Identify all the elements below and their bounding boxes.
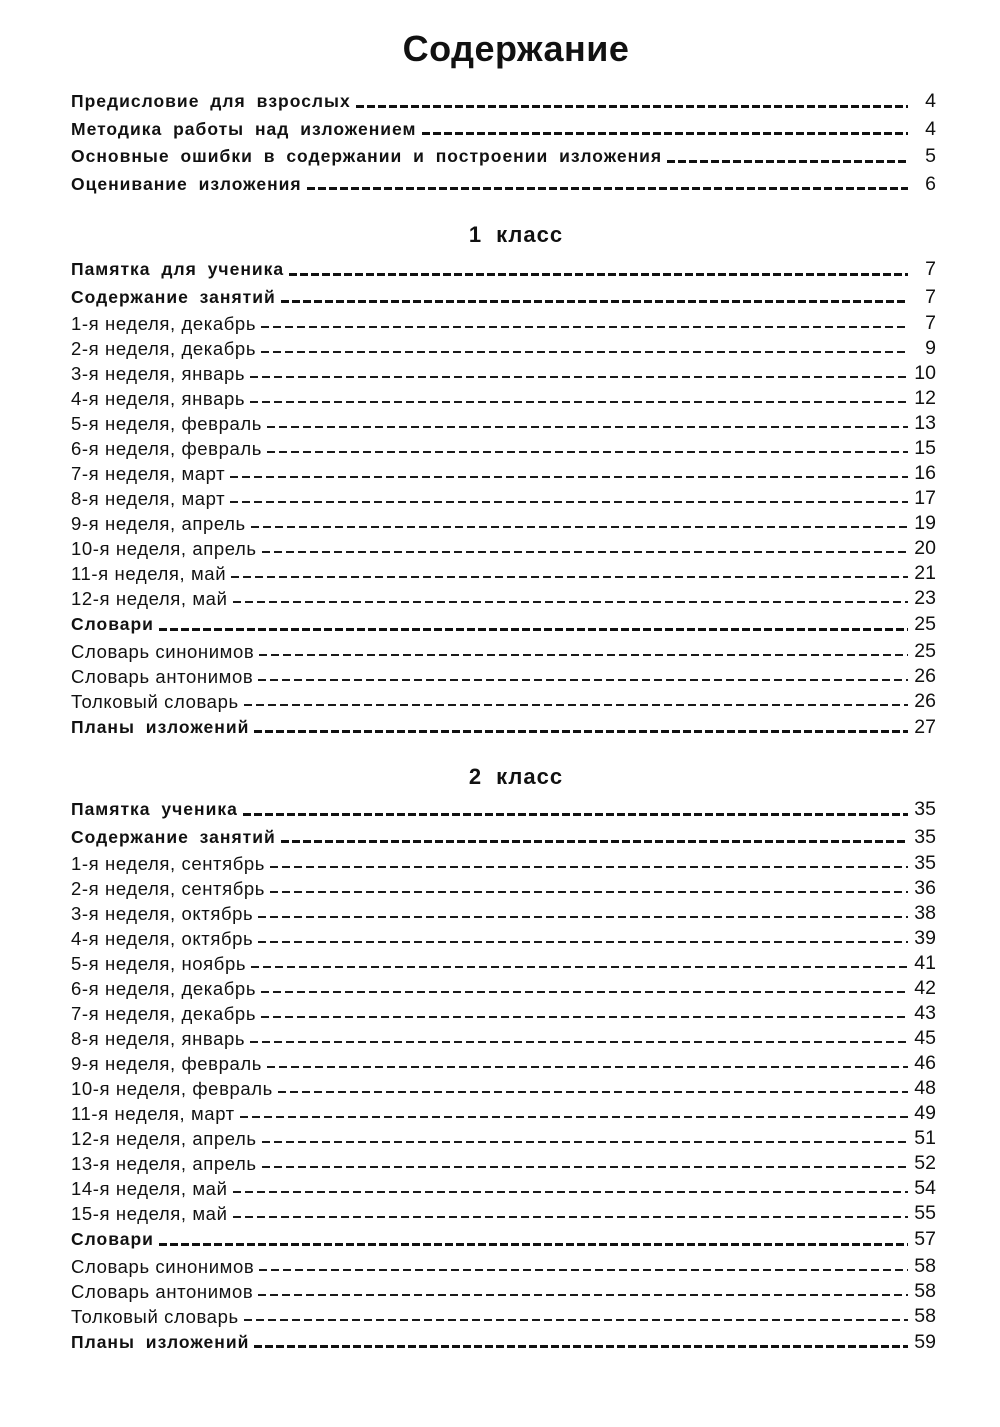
toc-entry-label: 3-я неделя, январь bbox=[71, 363, 246, 384]
dash-leader bbox=[233, 1191, 909, 1193]
toc-entry-page: 38 bbox=[914, 902, 936, 924]
toc-entry-label: Памятка для ученика bbox=[71, 259, 285, 279]
toc-entry-label: 4-я неделя, октябрь bbox=[71, 928, 254, 949]
toc-entry bbox=[71, 336, 936, 361]
toc-entry-label: 5-я неделя, февраль bbox=[71, 413, 263, 434]
toc-entry-label: 2-я неделя, декабрь bbox=[71, 338, 257, 359]
dash-leader bbox=[159, 628, 908, 631]
toc-entry-page: 59 bbox=[914, 1330, 936, 1353]
section-word: класс bbox=[496, 764, 564, 789]
toc-entry-label: Словари bbox=[71, 1229, 154, 1249]
section-heading-class-2 bbox=[0, 764, 1000, 790]
toc-entry-label: 14-я неделя, май bbox=[71, 1178, 228, 1199]
dash-leader bbox=[159, 1243, 908, 1246]
toc-entry bbox=[71, 664, 936, 689]
dash-leader bbox=[233, 1216, 909, 1218]
toc-entry-label: 12-я неделя, май bbox=[71, 588, 228, 609]
dash-leader bbox=[251, 526, 908, 528]
toc-entry-page: 57 bbox=[914, 1228, 936, 1250]
toc-entry bbox=[71, 876, 936, 901]
toc-entry-page: 35 bbox=[914, 852, 936, 874]
dash-leader bbox=[258, 1294, 908, 1296]
toc-entry bbox=[71, 361, 936, 386]
toc-entry-page: 4 bbox=[925, 90, 936, 112]
dash-leader bbox=[259, 1269, 908, 1271]
dash-leader bbox=[254, 1345, 908, 1348]
dash-leader bbox=[281, 840, 908, 843]
dash-leader bbox=[258, 679, 908, 681]
toc-entry bbox=[71, 689, 936, 714]
toc-entry-page: 7 bbox=[925, 312, 936, 334]
dash-leader bbox=[243, 813, 908, 816]
toc-entry-page: 25 bbox=[914, 639, 936, 662]
toc-entry-page: 35 bbox=[914, 825, 936, 848]
dash-leader bbox=[281, 300, 908, 303]
toc-entry-page: 17 bbox=[914, 487, 936, 509]
toc-entry bbox=[71, 461, 936, 486]
toc-entry bbox=[71, 586, 936, 611]
dash-leader bbox=[267, 1066, 908, 1068]
dash-leader bbox=[262, 551, 908, 553]
toc-entry-page: 26 bbox=[914, 664, 936, 687]
toc-entry-page: 13 bbox=[914, 412, 936, 434]
toc-entry-label: 15-я неделя, май bbox=[71, 1203, 228, 1224]
toc-entry bbox=[71, 901, 936, 926]
section-number: 1 bbox=[468, 222, 483, 247]
dash-leader bbox=[262, 1166, 908, 1168]
dash-leader bbox=[267, 451, 908, 453]
toc-entry bbox=[71, 411, 936, 436]
toc-entry bbox=[71, 1304, 936, 1329]
toc-entry bbox=[71, 824, 936, 852]
dash-leader bbox=[258, 916, 908, 918]
dash-leader bbox=[261, 1016, 908, 1018]
toc-entry-page: 55 bbox=[914, 1202, 936, 1224]
toc-entry bbox=[71, 256, 936, 284]
toc-entry bbox=[71, 851, 936, 876]
toc-entry-page: 12 bbox=[914, 387, 936, 409]
dash-leader bbox=[307, 187, 908, 190]
toc-entry-page: 6 bbox=[925, 172, 936, 195]
toc-entry-label: Словарь синонимов bbox=[71, 640, 255, 662]
toc-entry bbox=[71, 143, 936, 171]
toc-entry bbox=[71, 511, 936, 536]
toc-entry-label: 6-я неделя, февраль bbox=[71, 438, 263, 459]
toc-entry bbox=[71, 951, 936, 976]
dash-leader bbox=[258, 941, 908, 943]
toc-entry-label: Содержание занятий bbox=[71, 826, 276, 847]
dash-leader bbox=[267, 426, 908, 428]
toc-entry-label: Толковый словарь bbox=[71, 1305, 239, 1327]
toc-entry bbox=[71, 976, 936, 1001]
toc-entry-page: 45 bbox=[914, 1027, 936, 1049]
toc-class-2 bbox=[71, 796, 936, 1356]
toc-entry-label: 6-я неделя, декабрь bbox=[71, 978, 257, 999]
toc-entry-label: Толковый словарь bbox=[71, 690, 239, 712]
toc-entry-page: 58 bbox=[914, 1254, 936, 1277]
toc-entry-page: 9 bbox=[925, 337, 936, 359]
toc-entry-page: 4 bbox=[925, 117, 936, 140]
dash-leader bbox=[244, 1319, 908, 1321]
dash-leader bbox=[230, 476, 908, 478]
dash-leader bbox=[250, 401, 908, 403]
toc-entry-page: 36 bbox=[914, 877, 936, 899]
toc-entry-label: Методика работы над изложением bbox=[71, 118, 417, 139]
toc-entry bbox=[71, 1329, 936, 1357]
toc-entry-label: Предисловие для взрослых bbox=[71, 91, 351, 111]
toc-entry bbox=[71, 639, 936, 664]
toc-entry bbox=[71, 1001, 936, 1026]
toc-entry bbox=[71, 926, 936, 951]
toc-entry-page: 16 bbox=[914, 462, 936, 484]
toc-entry bbox=[71, 1176, 936, 1201]
toc-entry-page: 48 bbox=[914, 1077, 936, 1099]
dash-leader bbox=[254, 730, 908, 733]
toc-entry bbox=[71, 284, 936, 312]
dash-leader bbox=[250, 1041, 908, 1043]
toc-entry-label: 13-я неделя, апрель bbox=[71, 1153, 257, 1174]
toc-entry bbox=[71, 1126, 936, 1151]
dash-leader bbox=[240, 1116, 908, 1118]
toc-entry-page: 15 bbox=[914, 437, 936, 459]
toc-entry bbox=[71, 1279, 936, 1304]
toc-entry-page: 21 bbox=[914, 562, 936, 584]
toc-entry bbox=[71, 436, 936, 461]
toc-entry-label: Оценивание изложения bbox=[71, 173, 302, 194]
toc-entry-label: 1-я неделя, сентябрь bbox=[71, 853, 266, 874]
toc-entry-page: 10 bbox=[914, 362, 936, 384]
toc-entry-label: Планы изложений bbox=[71, 1331, 250, 1352]
toc-class-1 bbox=[71, 256, 936, 741]
toc-entry-label: 11-я неделя, март bbox=[71, 1103, 235, 1124]
toc-entry bbox=[71, 116, 936, 144]
toc-entry-page: 49 bbox=[914, 1102, 936, 1124]
toc-entry-page: 27 bbox=[914, 715, 936, 738]
dash-leader bbox=[261, 326, 908, 328]
toc-entry bbox=[71, 486, 936, 511]
dash-leader bbox=[270, 891, 908, 893]
toc-entry-label: Словарь синонимов bbox=[71, 1255, 255, 1277]
toc-entry-label: Словари bbox=[71, 614, 154, 634]
page-title: Содержание bbox=[402, 28, 630, 69]
toc-entry-page: 20 bbox=[914, 537, 936, 559]
dash-leader bbox=[262, 1141, 908, 1143]
toc-entry bbox=[71, 611, 936, 639]
toc-entry bbox=[71, 1051, 936, 1076]
toc-entry-page: 23 bbox=[914, 587, 936, 609]
dash-leader bbox=[250, 376, 908, 378]
toc-entry-label: Словарь антонимов bbox=[71, 1280, 254, 1302]
toc-entry-label: 1-я неделя, декабрь bbox=[71, 313, 257, 334]
toc-entry bbox=[71, 796, 936, 824]
dash-leader bbox=[231, 576, 908, 578]
toc-entry-page: 25 bbox=[914, 613, 936, 635]
toc-entry-page: 51 bbox=[914, 1127, 936, 1149]
toc-entry-label: 8-я неделя, март bbox=[71, 488, 226, 509]
toc-entry bbox=[71, 1101, 936, 1126]
dash-leader bbox=[289, 273, 908, 276]
dash-leader bbox=[230, 501, 908, 503]
toc-entry-page: 5 bbox=[925, 145, 936, 167]
toc-entry bbox=[71, 1151, 936, 1176]
dash-leader bbox=[259, 654, 908, 656]
toc-entry bbox=[71, 1201, 936, 1226]
dash-leader bbox=[233, 601, 909, 603]
toc-entry bbox=[71, 561, 936, 586]
toc-entry bbox=[71, 536, 936, 561]
toc-entry-label: Содержание занятий bbox=[71, 286, 276, 307]
toc-entry-label: 9-я неделя, февраль bbox=[71, 1053, 263, 1074]
toc-entry bbox=[71, 171, 936, 199]
toc-entry-page: 26 bbox=[914, 689, 936, 712]
toc-entry bbox=[71, 88, 936, 116]
toc-entry bbox=[71, 714, 936, 742]
dash-leader bbox=[261, 991, 908, 993]
toc-entry-label: 9-я неделя, апрель bbox=[71, 513, 246, 534]
dash-leader bbox=[667, 160, 908, 163]
toc-entry-label: 5-я неделя, ноябрь bbox=[71, 953, 247, 974]
toc-entry-label: 10-я неделя, апрель bbox=[71, 538, 257, 559]
toc-entry-label: Памятка ученика bbox=[71, 799, 238, 819]
dash-leader bbox=[278, 1091, 908, 1093]
toc-entry-page: 52 bbox=[914, 1152, 936, 1174]
toc-entry bbox=[71, 386, 936, 411]
toc-entry-page: 41 bbox=[914, 952, 936, 974]
toc-entry bbox=[71, 1226, 936, 1254]
toc-entry-label: Основные ошибки в содержании и построении изложения bbox=[71, 146, 663, 166]
toc-entry bbox=[71, 1254, 936, 1279]
toc-entry-label: 3-я неделя, октябрь bbox=[71, 903, 254, 924]
toc-entry bbox=[71, 1076, 936, 1101]
toc-entry-label: Словарь антонимов bbox=[71, 665, 254, 687]
toc-entry-page: 42 bbox=[914, 977, 936, 999]
section-number: 2 bbox=[468, 764, 483, 789]
toc-entry-page: 39 bbox=[914, 927, 936, 949]
dash-leader bbox=[270, 866, 908, 868]
toc-entry-page: 54 bbox=[914, 1177, 936, 1199]
toc-entry-label: 11-я неделя, май bbox=[71, 563, 227, 584]
toc-entry-page: 35 bbox=[914, 798, 936, 820]
dash-leader bbox=[356, 105, 908, 108]
toc-entry-label: 4-я неделя, январь bbox=[71, 388, 246, 409]
toc-entry-label: Планы изложений bbox=[71, 716, 250, 737]
toc-entry-page: 7 bbox=[925, 258, 936, 280]
toc-entry-label: 10-я неделя, февраль bbox=[71, 1078, 273, 1099]
toc-intro bbox=[71, 88, 936, 198]
toc-entry-page: 46 bbox=[914, 1052, 936, 1074]
toc-entry-page: 7 bbox=[925, 285, 936, 308]
toc-entry bbox=[71, 1026, 936, 1051]
dash-leader bbox=[422, 132, 909, 135]
toc-entry-page: 58 bbox=[914, 1279, 936, 1302]
section-heading-class-1 bbox=[0, 222, 1000, 248]
toc-entry-page: 58 bbox=[914, 1304, 936, 1327]
toc-entry-label: 2-я неделя, сентябрь bbox=[71, 878, 266, 899]
toc-entry bbox=[71, 311, 936, 336]
toc-entry-page: 43 bbox=[914, 1002, 936, 1024]
dash-leader bbox=[251, 966, 908, 968]
toc-entry-label: 7-я неделя, март bbox=[71, 463, 226, 484]
toc-entry-label: 7-я неделя, декабрь bbox=[71, 1003, 257, 1024]
dash-leader bbox=[244, 704, 908, 706]
toc-entry-page: 19 bbox=[914, 512, 936, 534]
dash-leader bbox=[261, 351, 908, 353]
toc-entry-label: 12-я неделя, апрель bbox=[71, 1128, 257, 1149]
section-word: класс bbox=[496, 222, 564, 247]
toc-entry-label: 8-я неделя, январь bbox=[71, 1028, 246, 1049]
